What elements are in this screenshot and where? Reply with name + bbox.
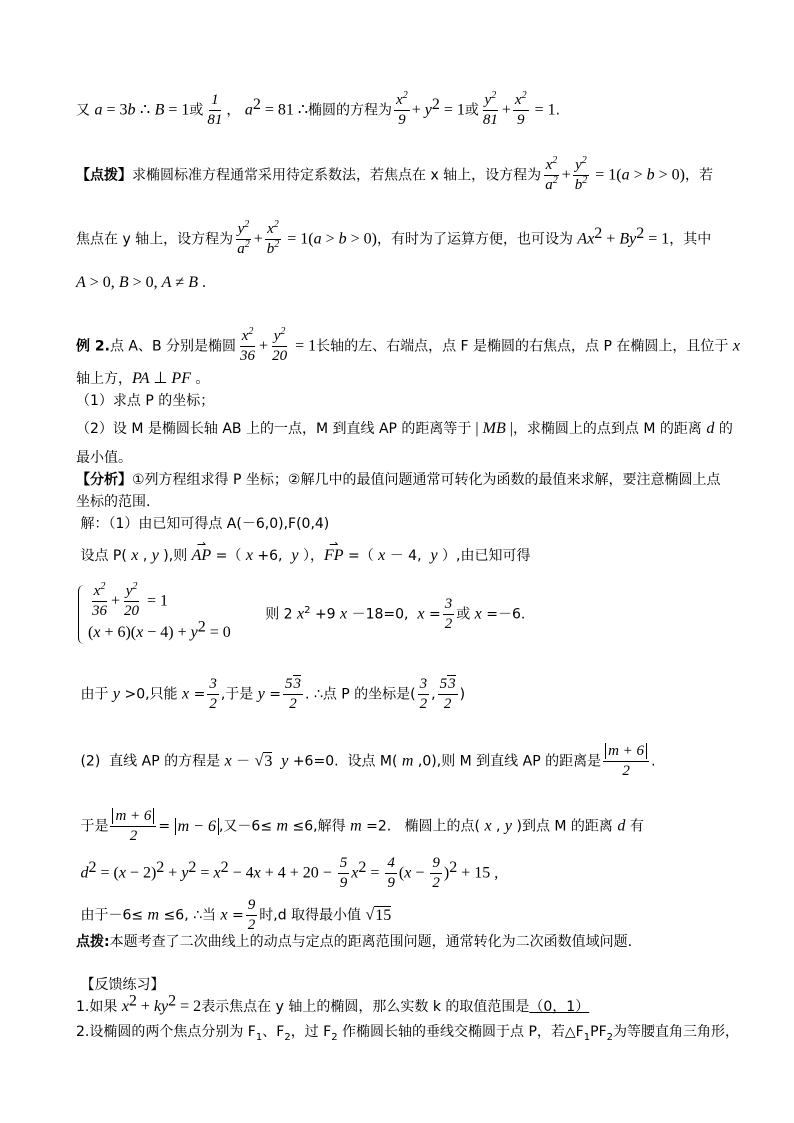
analysis-line-2: 坐标的范围. bbox=[76, 494, 151, 510]
question-2-line-1: （2）设 M 是椭圆长轴 AB 上的一点，M 到直线 AP 的距离等于 | MB |，求椭圆上的点到点 M 的距离 d 的 bbox=[76, 420, 733, 437]
feedback-heading: 【反馈练习】 bbox=[76, 977, 165, 993]
distance-formula-line: $d^2 = (x - 2)^2 + y^2 = x^2 - 4x + 4 + 20$ − $\frac{5}{9}$ $x^2$ = $\frac{4}{9}$ (x − $\frac{9}{2}$ )$^2$ + 15 , bbox=[80, 855, 499, 891]
solution-step-2: 设点 P( x , y ),则 ⇀ AP =（ x +6, y ），⇀ FP =（ x － 4, y ）,由已知可得 bbox=[76, 545, 744, 567]
solution-conclusion: 由于－6≤ m ≤6, ∴当 x = $\frac{9}{2}$ 时,d 取得最小值 √15 bbox=[76, 897, 392, 933]
solution-step-1: 解：（1）由已知可得点 A(－6,0),F(0,4) bbox=[76, 516, 330, 532]
example-2-line-2: 轴上方，PA ⊥ PF 。 bbox=[76, 370, 210, 387]
question-2-line-2: 最小值。 bbox=[76, 450, 132, 466]
tip-summary: 点拨:本题考查了二次曲线上的动点与定点的距离范围问题，通常转化为二次函数值域问题. bbox=[76, 934, 633, 950]
equation-system-line: $\frac{x^2}{36}$ + $\frac{y^2}{20}$ = 1 $(x + 6)(x - 4) + y^2 = 0$ 则 2 $x^2 +9$ x －18=0, x = $\frac{3}{2}$ 或 x =－6. bbox=[76, 583, 744, 646]
solution-part-2-line-2: 于是 $\frac{m + 6}{2}$ = m − 6 ,又－6≤ m ≤6,解得 m =2. 椭圆上的点( x , y )到点 M 的距离 d 有 bbox=[76, 808, 644, 844]
exercise-1: 1.如果 $x^2 + ky^2 = 2$表示焦点在 y 轴上的椭圆，那么实数 k 的取值范围是（0，1） bbox=[76, 992, 590, 1015]
exercise-2: 2.设椭圆的两个焦点分别为 $F_1$、$F_2$，过 $F_2$ 作椭圆长轴的垂线交椭圆于点 P，若$\triangle F_1PF_2$为等腰直角三角形， bbox=[76, 1024, 739, 1043]
question-1: （1）求点 P 的坐标； bbox=[76, 393, 215, 409]
tip-line-1: 【点拨】求椭圆标准方程通常采用待定系数法，若焦点在 x 轴上，设方程为 $\frac{x^2}{a^2}$ + $\frac{y^2}{b^2}$ = 1(a > b > 0)，若 bbox=[76, 155, 713, 193]
solution-line-1: 又 a = 3b ∴ B = 1或 $\frac{1}{81}$ ， $a^2 = 81$ ∴椭圆的方程为 $\frac{x^2}{9}$ + $y^2 = 1$或 $\frac{y^2}{81}$ + $\frac{x^2}{9}$ = 1. bbox=[76, 90, 561, 128]
equation-system: $\frac{x^2}{36}$ + $\frac{y^2}{20}$ = 1 $(x + 6)(x - 4) + y^2 = 0$ bbox=[76, 583, 231, 646]
analysis-line-1: 【分析】①列方程组求得 P 坐标；②解几中的最值问题通常可转化为函数的最值来求解，要注意椭圆上点 bbox=[76, 472, 721, 488]
solution-part-2-line-1: (2) 直线 AP 的方程是 x － √3 y +6=0. 设点 M( m ,0),则 M 到直线 AP 的距离是 $\frac{m + 6}{2}$ . bbox=[76, 743, 656, 779]
tip-line-2: 焦点在 y 轴上，设方程为 $\frac{y^2}{a^2}$ + $\frac{x^2}{b^2}$ = 1(a > b > 0)，有时为了运算方便，也可设为 $Ax^2 + By^2 = 1$，其中 bbox=[76, 219, 712, 257]
tip-line-3: A > 0, B > 0, A ≠ B . bbox=[76, 274, 206, 291]
example-2-line-1: 例 2.点 A、B 分别是椭圆 $\frac{x^2}{36}$ + $\frac{y^2}{20}$ = 1长轴的左、右端点，点 F 是椭圆的右焦点，点 P 在椭圆上，且位于 x bbox=[76, 326, 740, 364]
solution-step-3: 由于 y >0,只能 x = $\frac{3}{2}$ ,于是 y = $\frac{53}{2}$ . ∴点 P 的坐标是( $\frac{3}{2}$ , $\frac{53}{2}$ ) bbox=[76, 676, 466, 712]
